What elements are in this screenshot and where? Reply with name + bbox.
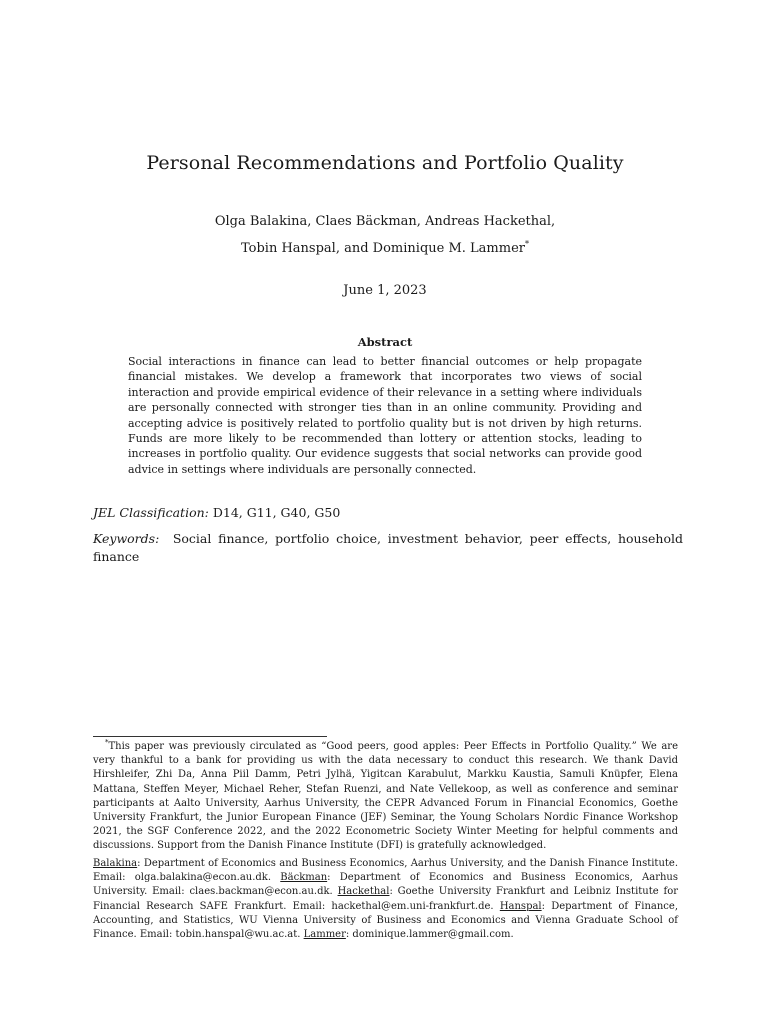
affiliation-text: : Department of Economics and Business Economics, Aarhus University. Email: claes.backman@econ.au.dk. — [93, 872, 678, 898]
jel-classification — [93, 505, 683, 520]
footnote-acknowledgements-text: This paper was previously circulated as “Good peers, good apples: Peer Effects in Portfolio Quality.” We are very thankful to a bank for providing us with the data necessary to conduct this research. We thank David Hirshleifer, Zhi Da, Anna Piil Damm, Petri Jylhä, Yigitcan Karabulut, Markku Kaustia, Samuli Knüpfer, Elena Mattana, Steffen Meyer, Michael Reher, Stefan Ruenzi, and Nate Vellekoop, as well as conference and seminar participants at Aalto University, Aarhus University, the CEPR Advanced Forum in Financial Economics, Goethe University Frankfurt, the Junior European Finance (JEF) Seminar, the Young Scholars Nordic Finance Workshop 2021, the SGF Conference 2022, and the 2022 Econometric Society Winter Meeting for helpful comments and discussions. Support from the Danish Finance Institute (DFI) is gratefully acknowledged. — [93, 741, 678, 852]
affiliation-text: : Department of Finance, Accounting, and Statistics, WU Vienna University of Business and Economics and Vienna Graduate School of Finance. Email: tobin.hanspal@wu.ac.at. — [93, 900, 679, 941]
author-affiliations — [93, 857, 678, 942]
footnote-marker: * — [524, 239, 529, 249]
affiliation-name: Bäckman — [280, 872, 328, 884]
authors-line-2-text: Tobin Hanspal, and Dominique M. Lammer — [241, 241, 525, 256]
abstract-text: Social interactions in finance can lead to better financial outcomes or help propagate financial mistakes. We develop a framework that incorporates two views of social interaction and provide empirical evidence of their relevance in a setting where individuals are personally connected with stronger ties than in an online community. Providing and accepting advice is positively related to portfolio quality but is not driven by high returns. Funds are more likely to be recommended than lottery or attention stocks, leading to increases in portfolio quality. Our evidence suggests that social networks can provide good advice in settings where individuals are personally connected. — [128, 355, 642, 476]
affiliation-text: : Goethe University Frankfurt and Leibniz Institute for Financial Research SAFE Frankfurt. Email: hackethal@em.uni-frankfurt.de. — [93, 886, 678, 912]
keywords-label: Keywords: — [93, 531, 160, 546]
affiliation-name: Lammer — [303, 929, 346, 941]
authors-line-1: Olga Balakina, Claes Bäckman, Andreas Hackethal, — [214, 214, 556, 229]
affiliation-name: Hanspal — [499, 900, 542, 912]
authors-line-2 — [0, 241, 770, 256]
affiliation-name: Balakina — [93, 858, 138, 869]
paper-date: June 1, 2023 — [343, 283, 427, 298]
footnote-acknowledgements — [93, 740, 678, 854]
affiliation-text: : Department of Economics and Business Economics, Aarhus University, and the Danish Finance Institute. Email: olga.balakina@econ.au.dk. — [93, 858, 678, 884]
keywords — [93, 530, 683, 566]
affiliation-name: Hackethal — [337, 886, 390, 898]
abstract-heading: Abstract — [357, 335, 413, 349]
paper-title: Personal Recommendations and Portfolio Quality — [146, 152, 624, 174]
jel-codes: D14, G11, G40, G50 — [212, 505, 341, 520]
footnote-acknowledgements-marker: * — [105, 738, 109, 747]
jel-label: JEL Classification: — [93, 505, 209, 520]
keywords-text: Social finance, portfolio choice, investment behavior, peer effects, household finance — [93, 531, 683, 564]
footnote-rule — [93, 736, 327, 737]
affiliation-text: : dominique.lammer@gmail.com. — [345, 929, 514, 941]
